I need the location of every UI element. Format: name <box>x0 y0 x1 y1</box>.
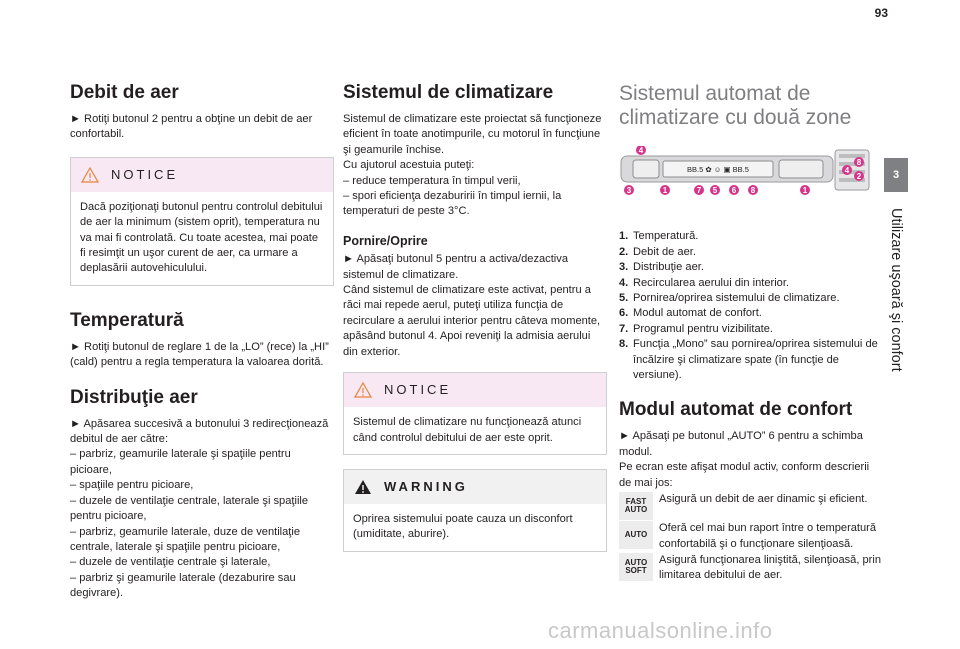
mode-description: Oferă cel mai bun raport între o temperatură confortabilă şi o funcţionare silenţioasă. <box>659 522 877 550</box>
list-item: – spaţiile pentru picioare, <box>70 479 194 492</box>
list-item: 8. Funcţia „Mono” sau pornirea/oprirea sistemului de încălzire şi climatizare spate (în funcţie de versiune). <box>619 338 878 382</box>
panel-callout: 2 <box>856 172 862 181</box>
climatization-help: Cu ajutorul acestuia puteţi: <box>343 159 475 172</box>
column-2 <box>343 82 607 552</box>
comfort-mode-heading: Modul automat de confort <box>619 399 853 421</box>
notice-body: Sistemul de climatizare nu funcţionează atunci când controlul debitului de aer este oprit. <box>353 416 582 444</box>
list-item: – parbriz, geamurile laterale, duze de ventilaţie centrale, laterale şi spaţiile pentru picioare, <box>70 525 301 553</box>
watermark: carmanualsonline.info <box>548 618 773 643</box>
panel-callout: 8 <box>856 158 862 167</box>
panel-callout: 7 <box>696 186 702 195</box>
chapter-title-vertical <box>884 208 908 408</box>
mode-row-fast-auto <box>619 492 883 520</box>
distribution-intro: ► Apăsarea succesivă a butonului 3 redirecţionează debitul de aer către: <box>70 417 329 446</box>
mode-row-auto <box>619 521 883 552</box>
distribution-list <box>70 447 334 601</box>
page-number: 93 <box>874 6 888 20</box>
notice-box-1 <box>70 157 334 286</box>
chapter-title: Utilizare uşoară şi confort <box>888 208 904 372</box>
list-item: – duzele de ventilaţie centrale, laterale şi spaţiile pentru picioare, <box>70 494 309 523</box>
panel-callout: 4 <box>844 166 850 175</box>
panel-callout: 3 <box>626 186 632 195</box>
column-1 <box>70 82 334 602</box>
debit-text: ► Rotiţi butonul 2 pentru a obţine un debit de aer confortabil. <box>70 113 313 141</box>
mode-row-auto-soft <box>619 553 883 584</box>
fast-auto-icon: FAST AUTO <box>619 492 653 520</box>
notice-title: NOTICE <box>111 167 179 183</box>
list-item: – spori eficienţa dezaburirii în timpul iernii, la temperaturi de peste 3°C. <box>343 190 562 218</box>
list-item: 1. Temperatură. <box>619 230 699 243</box>
list-item: 7. Programul pentru vizibilitate. <box>619 322 773 335</box>
temperature-text: ► Rotiţi butonul de reglare 1 de la „LO” (rece) la „HI” (cald) pentru a regla temperatura la valoarea dorită. <box>70 340 329 369</box>
notice-body: Dacă poziţionaţi butonul pentru controlul debitului de aer la minimum (sistem oprit), temperatura nu va mai fi controlată. Cu toate acestea, mai poate fi resimţit un uşor curent de aer, ca urmare a deplasării autovehiculului. <box>80 200 323 275</box>
panel-callout: 4 <box>638 146 644 155</box>
mode-description: Asigură funcţionarea liniştită, silenţioasă, prin limitarea debitului de aer. <box>659 553 881 582</box>
notice-header <box>344 373 606 407</box>
pornire-text: ► Apăsaţi butonul 5 pentru a activa/dezactiva sistemul de climatizare. <box>343 253 568 281</box>
climatization-text: Sistemul de climatizare este proiectat să funcţioneze eficient în toate anotimpurile, cu motorul în funcţiune şi geamurile închise. <box>343 113 602 156</box>
climatization-heading: Sistemul de climatizare <box>343 82 554 103</box>
auto-icon: AUTO <box>619 521 653 549</box>
chapter-tab: 3 <box>884 158 908 192</box>
warning-header <box>344 470 606 504</box>
distribution-heading: Distribuţie aer <box>70 386 198 408</box>
list-item: 5. Pornirea/oprirea sistemului de climatizare. <box>619 292 840 305</box>
list-item: – reduce temperatura în timpul verii, <box>343 174 521 187</box>
panel-legend-list <box>619 229 883 383</box>
climatization-list <box>343 174 607 220</box>
climate-control-panel-illustration <box>619 146 871 208</box>
warning-title: WARNING <box>384 479 468 495</box>
comfort-mode-text: ► Apăsaţi pe butonul „AUTO” 6 pentru a schimba modul. <box>619 430 863 458</box>
debit-heading: Debit de aer <box>70 82 179 103</box>
notice-box-2 <box>343 372 607 455</box>
auto-climate-heading: Sistemul automat de climatizare cu două zone <box>619 82 852 129</box>
panel-callout: 1 <box>802 186 808 195</box>
list-item: 3. Distribuţie aer. <box>619 261 704 274</box>
temperature-heading: Temperatură <box>70 309 184 331</box>
notice-title: NOTICE <box>384 382 452 398</box>
list-item: – parbriz, geamurile laterale şi spaţiile pentru picioare, <box>70 448 291 476</box>
pornire-heading: Pornire/Oprire <box>343 233 428 248</box>
list-item: 2. Debit de aer. <box>619 245 696 258</box>
mode-description: Asigură un debit de aer dinamic şi eficient. <box>659 493 868 506</box>
caution-icon <box>81 167 99 183</box>
list-item: 6. Modul automat de confort. <box>619 307 762 320</box>
list-item: 4. Recircularea aerului din interior. <box>619 276 790 289</box>
panel-callout: 6 <box>731 186 737 195</box>
notice-header <box>71 158 333 192</box>
panel-callout: 5 <box>712 186 718 195</box>
pornire-text-2: Când sistemul de climatizare este activat, pentru a răci mai repede aerul, puteţi utiliza funcţia de recirculare a aerului interior pentru câteva momente, apăsând butonul 4. Apoi reveniţi la admisia aerului din exterior. <box>343 284 601 358</box>
caution-icon <box>354 382 372 398</box>
warning-box <box>343 469 607 552</box>
panel-callout: 8 <box>750 186 756 195</box>
auto-soft-icon: AUTO SOFT <box>619 553 653 581</box>
comfort-mode-text-2: Pe ecran este afişat modul activ, conform descrierii de mai jos: <box>619 461 870 489</box>
list-item: – parbriz şi geamurile laterale (dezaburire sau degivrare). <box>70 571 296 600</box>
warning-icon <box>354 479 372 495</box>
list-item: – duzele de ventilaţie centrale şi laterale, <box>70 556 271 569</box>
warning-body: Oprirea sistemului poate cauza un disconfort (umiditate, aburire). <box>353 512 573 541</box>
panel-callout: 1 <box>662 186 668 195</box>
panel-display-text: BB.5 ✿ ☺ ▣ BB.5 <box>687 165 749 174</box>
column-3 <box>619 82 883 584</box>
